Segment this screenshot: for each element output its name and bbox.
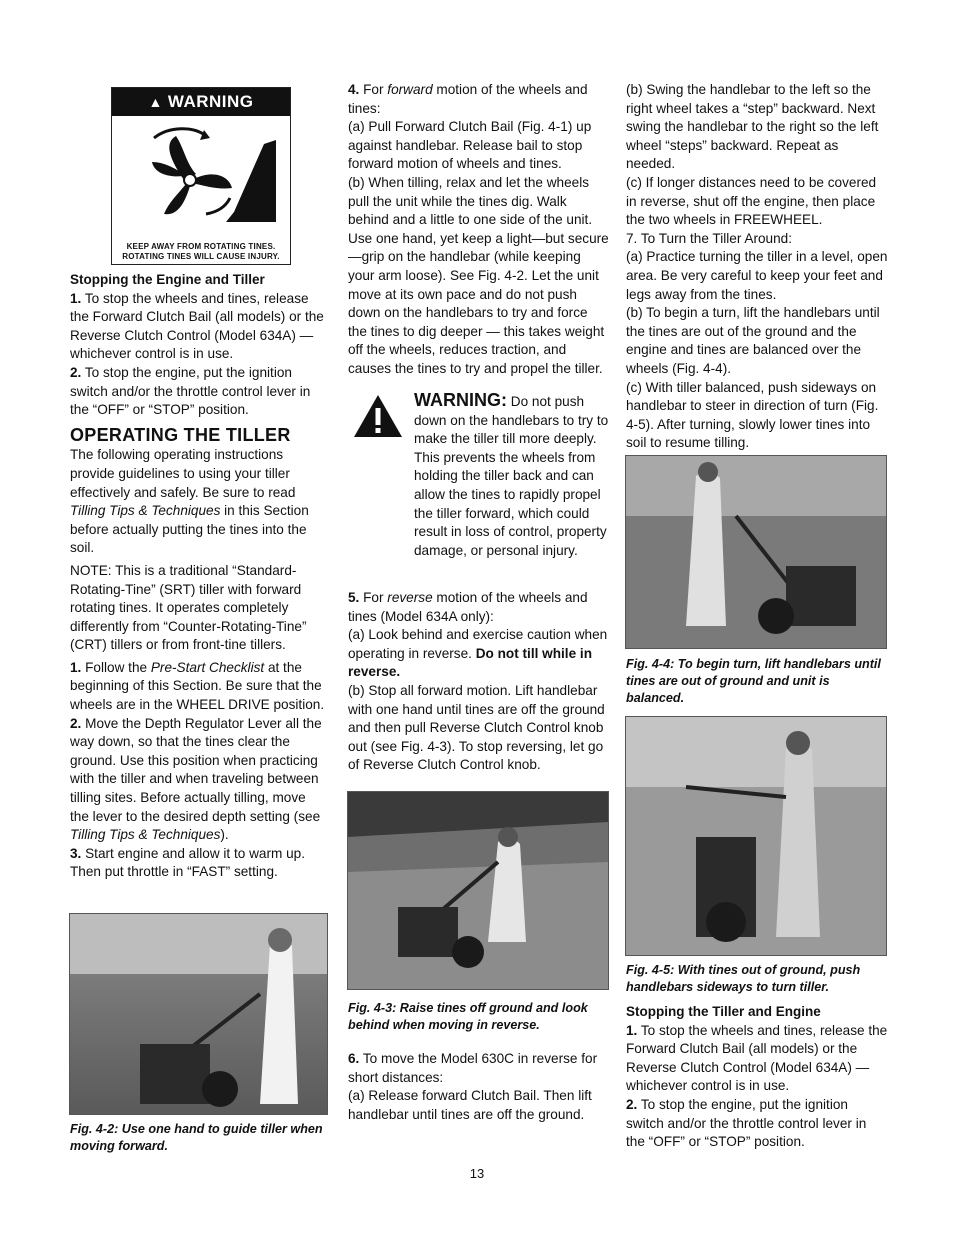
fig-4-5-photo: [625, 716, 887, 956]
warning-decal-title: WARNING: [167, 92, 254, 111]
fig-4-3-photo: [347, 791, 609, 990]
rotating-tines-hazard-icon: [114, 118, 288, 230]
warning-callout-label: WARNING:: [414, 390, 507, 410]
operating-step-7c: (c) With tiller balanced, push sideways on handlebar to steer in direction of turn (Fig. 4-5). After turning, slowly lower tines into soil to resume tilling.: [626, 379, 879, 451]
warning-triangle-icon: ▲: [148, 94, 163, 110]
operating-step-7a: (a) Practice turning the tiller in a level, open area. Be very careful to keep your feet and legs away from the tines.: [626, 249, 888, 302]
warning-decal-line-1: KEEP AWAY FROM ROTATING TINES.: [126, 242, 276, 251]
column-2-bottom: [348, 1050, 610, 1124]
warning-callout: [414, 391, 610, 560]
warning-callout-text: Do not push down on the handlebars to try to make the tiller till more deeply. This prevents the wheels from holding the tiller back and can allow the tines to rapidly propel the tiller forward, which could result in loss of control, property damage, or personal injury.: [414, 394, 609, 558]
operating-step-6a: (a) Release forward Clutch Bail. Then lift handlebar until tines are off the ground.: [348, 1088, 592, 1122]
warning-decal-text: [112, 242, 290, 262]
page-number: 13: [469, 1166, 485, 1181]
stop-tiller-step-1: 1. To stop the wheels and tines, release the Forward Clutch Bail (all models) or the Reverse Clutch Control (Model 634A) — whichever control is in use.: [626, 1022, 888, 1094]
intro-paragraph: The following operating instructions provide guidelines to using your tiller effectively and safely. Be sure to read Tilling Tips & Techniques in this Section before actually putting the tines into the soil.: [70, 447, 309, 556]
operating-step-5: 5. For reverse motion of the wheels and tines (Model 634A only):: [348, 590, 588, 624]
warning-decal: [111, 87, 291, 265]
operating-step-7b: (b) To begin a turn, lift the handlebars until the tines are out of the ground and the engine and tines are balanced over the wheels (Fig. 4-4).: [626, 305, 880, 376]
fig-4-3-caption: Fig. 4-3: Raise tines off ground and look behind when moving in reverse.: [348, 1001, 588, 1032]
operating-step-4: 4. For forward motion of the wheels and tines:: [348, 82, 588, 116]
fig-4-2-caption: Fig. 4-2: Use one hand to guide tiller when moving forward.: [70, 1122, 323, 1153]
warning-triangle-icon: [352, 393, 404, 439]
operating-step-7: 7. To Turn the Tiller Around:: [626, 230, 792, 246]
column-2-mid: [348, 589, 610, 775]
operating-step-6c: (c) If longer distances need to be covered in reverse, shut off the engine, then place the two wheels in FREEWHEEL.: [626, 174, 877, 228]
fig-4-4-photo: [625, 455, 887, 649]
column-3-top: [626, 81, 888, 453]
operating-step-4a: (a) Pull Forward Clutch Bail (Fig. 4-1) up against handlebar. Release bail to stop forward motion of wheels and tines.: [348, 119, 592, 172]
column-2-top: [348, 81, 610, 379]
column-3-bottom: [626, 1003, 888, 1152]
operating-heading: OPERATING THE TILLER: [70, 424, 291, 445]
column-1: [70, 271, 328, 882]
operating-step-5a: (a) Look behind and exercise caution when operating in reverse. Do not till while in reverse.: [348, 627, 608, 680]
stop-step-1: 1. To stop the wheels and tines, release the Forward Clutch Bail (all models) or the Reverse Clutch Control (Model 634A) — whichever control is in use.: [70, 290, 324, 362]
operating-step-5b: (b) Stop all forward motion. Lift handlebar with one hand until tines are off the ground and then pull Reverse Clutch Control knob out (see Fig. 4-3). To stop reversing, let go of Reverse Clutch Control knob.: [348, 682, 605, 773]
operating-step-6b: (b) Swing the handlebar to the left so the right wheel takes a “step” backward. Next swing the handlebar to the right so the left wheel “steps” backward. Repeat as needed.: [626, 82, 879, 172]
operating-step-1: 1. Follow the Pre-Start Checklist at the beginning of this Section. Be sure that the wheels are in the WHEEL DRIVE position.: [70, 659, 325, 713]
warning-decal-line-2: ROTATING TINES WILL CAUSE INJURY.: [122, 252, 280, 261]
operating-step-4b: (b) When tilling, relax and let the wheels pull the unit while the tines dig. Walk behind and a little to one side of the unit. Use one hand, yet keep a light—but secure—grip on the handlebar (while keeping your arm loose). See Fig. 4-2. Let the unit move at its own pace and do not push down on the handlebars to try and force the tines to dig deeper — this takes weight off the wheels, reduces traction, and causes the tines to try and propel the tiller.: [348, 174, 609, 376]
warning-decal-header: [112, 88, 290, 116]
note-paragraph: NOTE: This is a traditional “Standard-Rotating-Tine” (SRT) tiller with forward rotating tines. It operates completely differently from “Counter-Rotating-Tine” (CRT) tillers or from front-tine tillers.: [70, 562, 307, 653]
stop-step-2: 2. To stop the engine, put the ignition switch and/or the throttle control lever in the “OFF” or “STOP” position.: [70, 364, 311, 418]
fig-4-5-caption: Fig. 4-5: With tines out of ground, push handlebars sideways to turn tiller.: [626, 963, 861, 994]
fig-4-4-caption: Fig. 4-4: To begin turn, lift handlebars until tines are out of ground and unit is balanced.: [626, 657, 881, 705]
fig-4-2-photo: [69, 913, 328, 1115]
operating-step-3: 3. Start engine and allow it to warm up. Then put throttle in “FAST” setting.: [70, 845, 306, 880]
operating-step-2: 2. Move the Depth Regulator Lever all the way down, so that the tines clear the ground. Use this position when practicing with the tiller and when traveling between tilling sites. Before actually tilling, move the lever to the desired depth setting (see Tilling Tips & Techniques).: [70, 715, 322, 843]
stopping-tiller-heading: Stopping the Tiller and Engine: [626, 1004, 821, 1019]
stopping-engine-heading: Stopping the Engine and Tiller: [70, 272, 265, 287]
stop-tiller-step-2: 2. To stop the engine, put the ignition switch and/or the throttle control lever in the “OFF” or “STOP” position.: [626, 1096, 867, 1150]
operating-step-6: 6. To move the Model 630C in reverse for short distances:: [348, 1051, 598, 1085]
